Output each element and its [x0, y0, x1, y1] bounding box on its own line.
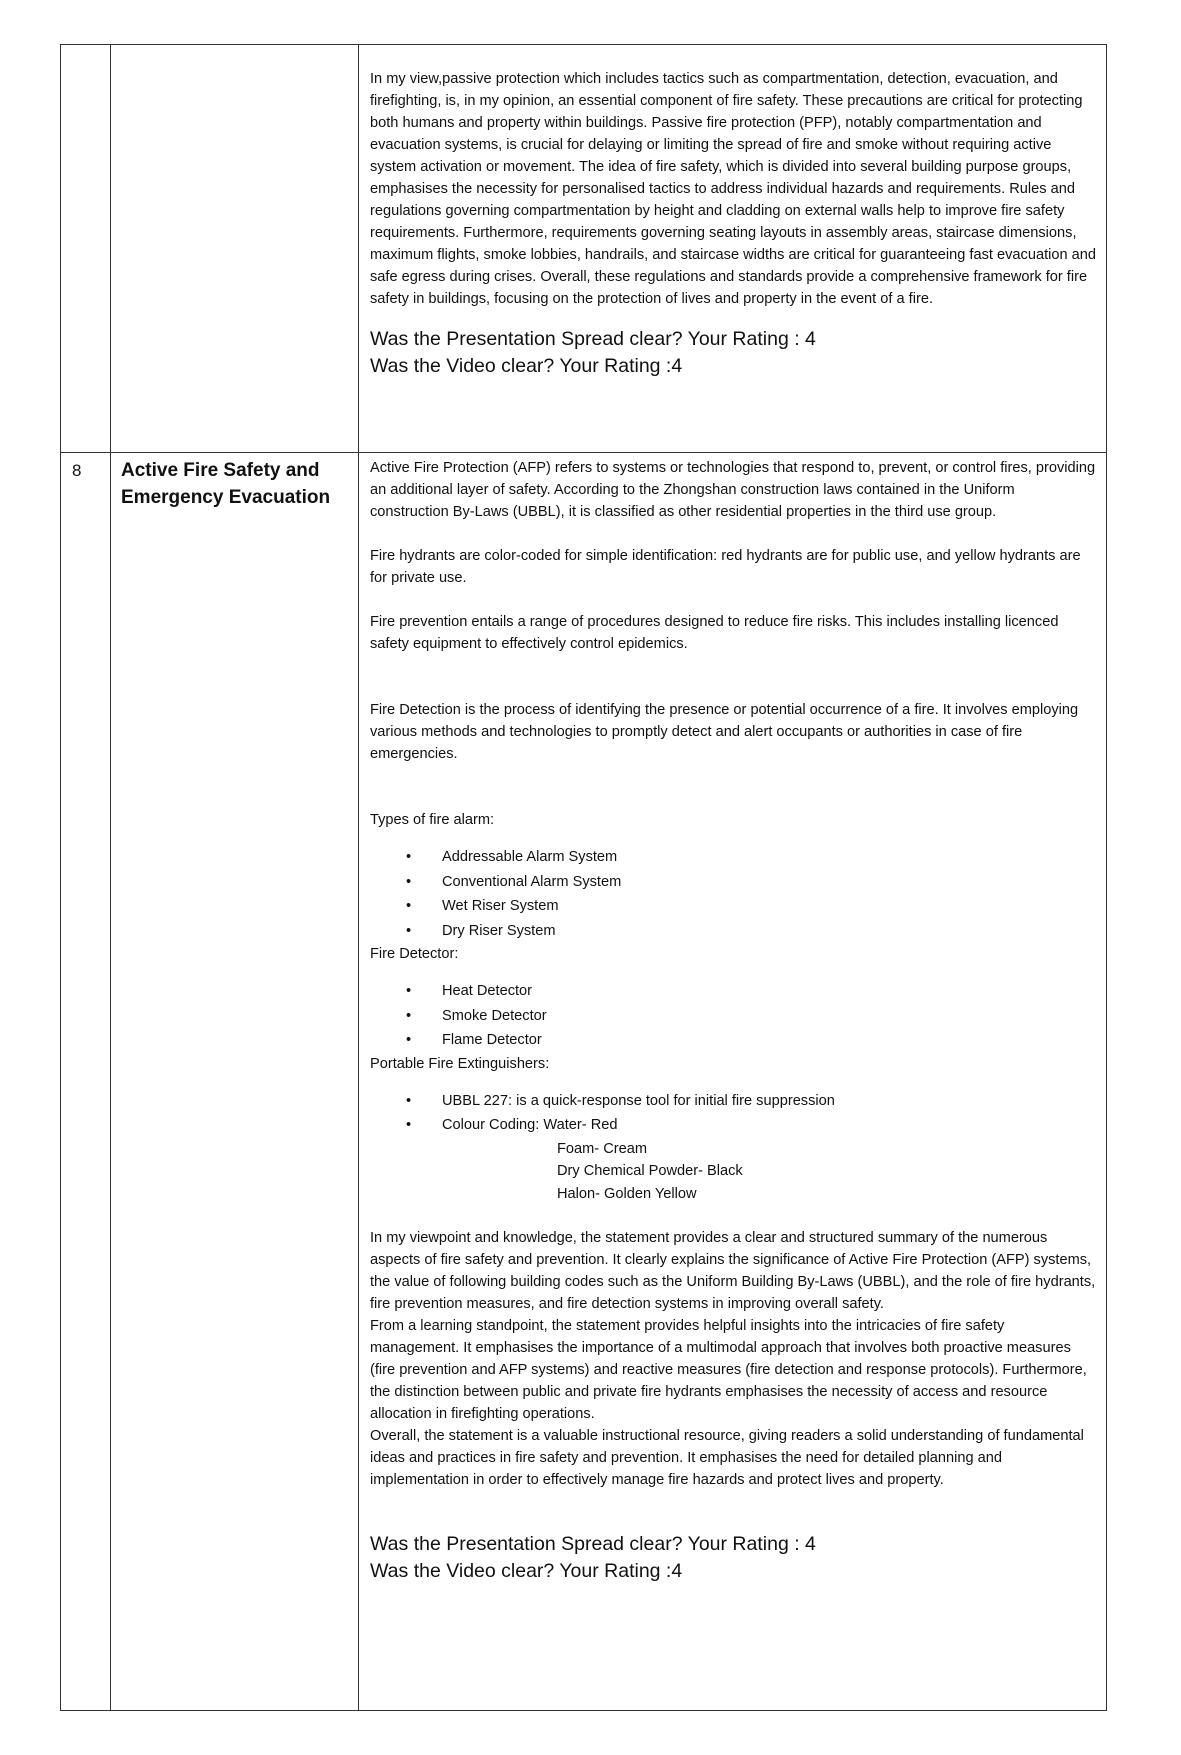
alarm-heading: Types of fire alarm: [370, 812, 495, 828]
list-item: • Dry Riser System [406, 919, 1096, 944]
colour-code-item: Dry Chemical Powder- Black [557, 1163, 743, 1179]
row-topic: Active Fire Safety and Emergency Evacuation [121, 460, 331, 508]
row-number: 8 [72, 461, 82, 480]
detection-paragraph: Fire Detection is the process of identifying the presence or potential occurrence of a fire. It involves employing various methods and technologies to promptly detect and alert occupants or authorities in case of fire emergencies. [370, 702, 1079, 762]
table-row [61, 453, 1107, 1711]
presentation-rating: Was the Presentation Spread clear? Your Rating : 4 [370, 328, 816, 350]
row-number-cell [61, 45, 111, 453]
video-rating: Was the Video clear? Your Rating :4 [370, 1560, 683, 1582]
content-cell [359, 453, 1107, 1711]
list-item: • Addressable Alarm System [406, 845, 1096, 870]
evaluation-table [60, 44, 1107, 1711]
alarm-list [370, 845, 1096, 943]
list-item: • Smoke Detector [406, 1004, 1096, 1029]
list-item: • Conventional Alarm System [406, 870, 1096, 895]
topic-cell [111, 453, 359, 1711]
content-cell [359, 45, 1107, 453]
row-number-cell [61, 453, 111, 1711]
row-number [61, 45, 110, 53]
prevention-paragraph: Fire prevention entails a range of procedures designed to reduce fire risks. This includes installing licenced safety equipment to effectively control epidemics. [370, 614, 1059, 652]
colour-code-item: Foam- Cream [557, 1140, 648, 1157]
table-row [61, 45, 1107, 453]
list-item: • Wet Riser System [406, 894, 1096, 919]
list-item: • Heat Detector [406, 979, 1096, 1004]
summary-paragraph: Overall, the statement is a valuable instructional resource, giving readers a solid understanding of fundamental ideas and practices in fire safety and prevention. It emphasises the need for detailed planning and implementation in order to effectively manage fire hazards and protect lives and property. [370, 1428, 1084, 1488]
detector-heading: Fire Detector: [370, 946, 459, 962]
hydrant-paragraph: Fire hydrants are color-coded for simple identification: red hydrants are for public use, and yellow hydrants are for private use. [370, 548, 1081, 586]
row-topic [111, 45, 358, 49]
list-item: • Colour Coding: Water- Red [406, 1113, 1096, 1138]
extinguisher-heading: Portable Fire Extinguishers: [370, 1055, 550, 1072]
presentation-rating: Was the Presentation Spread clear? Your Rating : 4 [370, 1533, 816, 1555]
video-rating: Was the Video clear? Your Rating :4 [370, 355, 683, 377]
list-item: • UBBL 227: is a quick-response tool for initial fire suppression [406, 1089, 1096, 1114]
summary-paragraph: In my viewpoint and knowledge, the statement provides a clear and structured summary of the numerous aspects of fire safety and prevention. It clearly explains the significance of Active Fire Protection (AFP) systems, the value of following building codes such as the Uniform Building By-Laws (UBBL), and the role of fire hydrants, fire prevention measures, and fire detection systems in improving overall safety. [370, 1230, 1096, 1312]
afp-paragraph: Active Fire Protection (AFP) refers to systems or technologies that respond to, prevent, or control fires, providing an additional layer of safety. According to the Zhongshan construction laws contained in the Uniform construction By-Laws (UBBL), it is classified as other residential properties in the third use group. [370, 460, 1096, 520]
detector-list [370, 979, 1096, 1053]
topic-cell [111, 45, 359, 453]
passive-protection-paragraph: In my view,passive protection which includes tactics such as compartmentation, detection, evacuation, and firefighting, is, in my opinion, an essential component of fire safety. These precautions are critical for protecting both humans and property within buildings. Passive fire protection (PFP), notably compartmentation and evacuation systems, is crucial for delaying or limiting the spread of fire and smoke without requiring active system activation or movement. The idea of fire safety, which is divided into several building purpose groups, emphasises the necessity for personalised tactics to address individual hazards and requirements. Rules and regulations governing compartmentation by height and cladding on external walls help to improve fire safety requirements. Furthermore, requirements governing seating layouts in assembly areas, staircase dimensions, maximum flights, smoke lobbies, handrails, and staircase widths are critical for guaranteeing fast evacuation and safe egress during crises. Overall, these regulations and standards provide a comprehensive framework for fire safety in buildings, focusing on the protection of lives and property in the event of a fire. [370, 71, 1096, 307]
extinguisher-list [370, 1089, 1096, 1138]
summary-paragraph: From a learning standpoint, the statement provides helpful insights into the intricacies of fire safety management. It emphasises the importance of a multimodal approach that involves both proactive measures (fire prevention and AFP systems) and reactive measures (fire detection and response protocols). Furthermore, the distinction between public and private fire hydrants emphasises the necessity of access and resource allocation in firefighting operations. [370, 1318, 1087, 1422]
list-item: • Flame Detector [406, 1028, 1096, 1053]
colour-code-item: Halon- Golden Yellow [557, 1185, 697, 1202]
